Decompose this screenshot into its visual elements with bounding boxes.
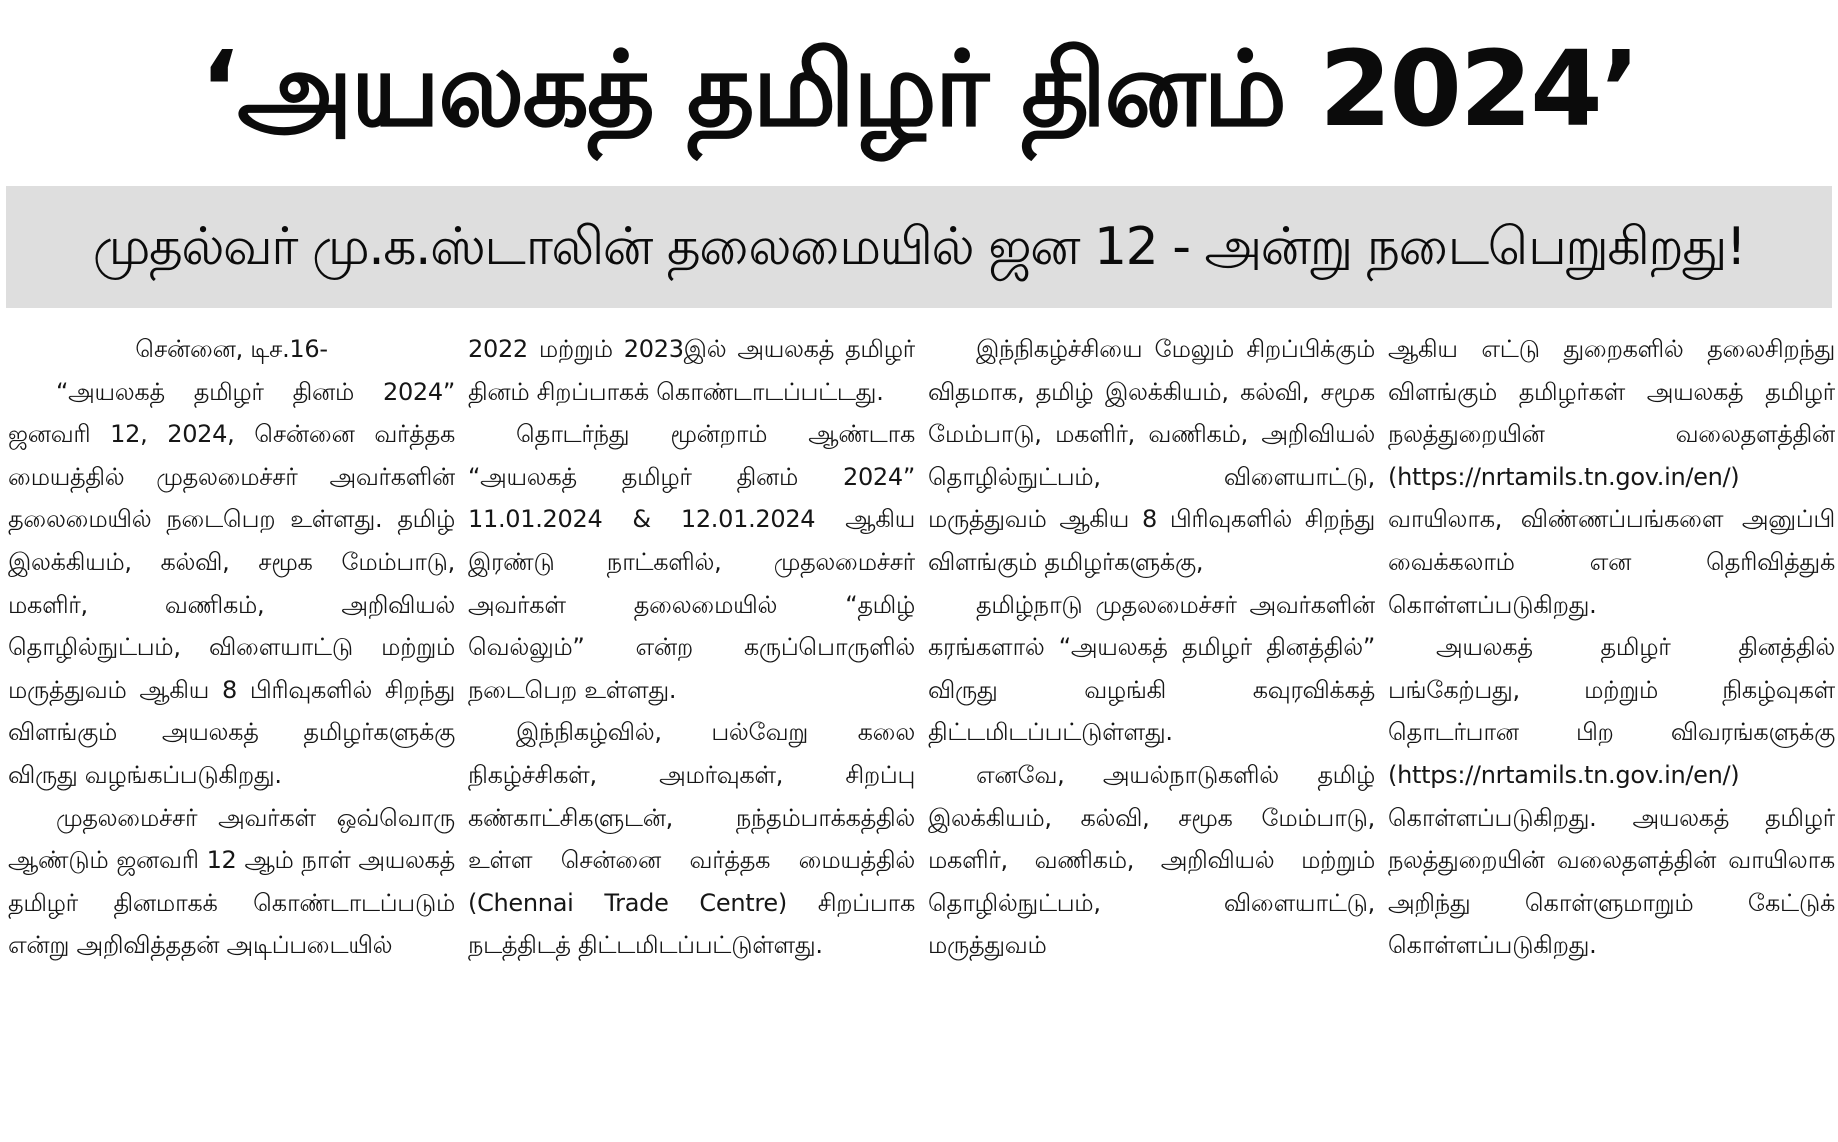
paragraph: “அயலகத் தமிழர் தினம் 2024” ஜனவரி 12, 2024, சென்னை வர்த்தக மையத்தில் முதலமைச்சர் அவர்களின் தலைமையில் நடைபெற உள்ளது. தமிழ் இலக்கியம், கல்வி, சமூக மேம்பாடு, மகளிர், வணிகம், அறிவியல் தொழில்நுட்பம், விளையாட்டு மற்றும் மருத்துவம் ஆகிய 8 பிரிவுகளில் சிறந்து விளங்கும் அயலகத் தமிழர்களுக்கு விருது வழங்கப்படுகிறது. <box>8 377 455 789</box>
headline <box>0 0 1838 178</box>
paragraph: முதலமைச்சர் அவர்கள் ஒவ்வொரு ஆண்டும் ஜனவரி 12 ஆம் நாள் அயலகத் தமிழர் தினமாகக் கொண்டாடப்படும் என்று அறிவித்ததன் அடிப்படையில் <box>8 803 455 960</box>
paragraph: அயலகத் தமிழர் தினத்தில் பங்கேற்பது, மற்றும் நிகழ்வுகள் தொடர்பான பிற விவரங்களுக்கு (https://nrtamils.tn.gov.in/en/) கொள்ளப்படுகிறது. அயலகத் தமிழர் நலத்துறையின் வலைதளத்தின் வாயிலாக அறிந்து கொள்ளுமாறும் கேட்டுக் கொள்ளப்படுகிறது. <box>1388 633 1835 960</box>
dateline: சென்னை, டிச.16- <box>135 335 328 363</box>
paragraph: இந்நிகழ்ச்சியை மேலும் சிறப்பிக்கும் விதமாக, தமிழ் இலக்கியம், கல்வி, சமூக மேம்பாடு, மகளிர், வணிகம், அறிவியல் தொழில்நுட்பம், விளையாட்டு, மருத்துவம் ஆகிய 8 பிரிவுகளில் சிறந்து விளங்கும் தமிழர்களுக்கு, <box>928 335 1375 576</box>
article-column-1 <box>8 328 455 1134</box>
paragraph: தமிழ்நாடு முதலமைச்சர் அவர்களின் கரங்களால் “அயலகத் தமிழர் தினத்தில்” விருது வழங்கி கவுரவிக்கத் திட்டமிடப்பட்டுள்ளது. <box>928 590 1375 747</box>
paragraph: தொடர்ந்து மூன்றாம் ஆண்டாக “அயலகத் தமிழர் தினம் 2024” 11.01.2024 & 12.01.2024 ஆகிய இரண்டு நாட்களில், முதலமைச்சர் அவர்கள் தலைமையில் “தமிழ் வெல்லும்” என்ற கருப்பொருளில் நடைபெற உள்ளது. <box>468 420 915 704</box>
article-column-4 <box>1388 328 1835 1134</box>
paragraph: இந்நிகழ்வில், பல்வேறு கலை நிகழ்ச்சிகள், அமர்வுகள், சிறப்பு கண்காட்சிகளுடன், நந்தம்பாக்கத்தில் உள்ள சென்னை வர்த்தக மையத்தில் (Chennai Trade Centre) சிறப்பாக நடத்திடத் திட்டமிடப்பட்டுள்ளது. <box>468 718 915 960</box>
subheadline-text: முதல்வர் மு.க.ஸ்டாலின் தலைமையில் ஜன 12 - அன்று நடைபெறுகிறது! <box>92 217 1746 277</box>
headline-text: ‘அயலகத் தமிழர் தினம் 2024’ <box>199 28 1639 150</box>
article-column-2 <box>468 328 915 1134</box>
paragraph: எனவே, அயல்நாடுகளில் தமிழ் இலக்கியம், கல்வி, சமூக மேம்பாடு, மகளிர், வணிகம், அறிவியல் மற்றும் தொழில்நுட்பம், விளையாட்டு, மருத்துவம் <box>928 760 1375 960</box>
paragraph: ஆகிய எட்டு துறைகளில் தலைசிறந்து விளங்கும் தமிழர்கள் அயலகத் தமிழர் நலத்துறையின் வலைதளத்தின் (https://nrtamils.tn.gov.in/en/) வாயிலாக, விண்ணப்பங்களை அனுப்பி வைக்கலாம் என தெரிவித்துக் கொள்ளப்படுகிறது. <box>1388 335 1835 619</box>
article-body <box>8 328 1835 1134</box>
article-column-3 <box>928 328 1375 1134</box>
subheadline-band <box>6 186 1832 308</box>
paragraph: 2022 மற்றும் 2023இல் அயலகத் தமிழர் தினம் சிறப்பாகக் கொண்டாடப்பட்டது. <box>468 335 915 406</box>
